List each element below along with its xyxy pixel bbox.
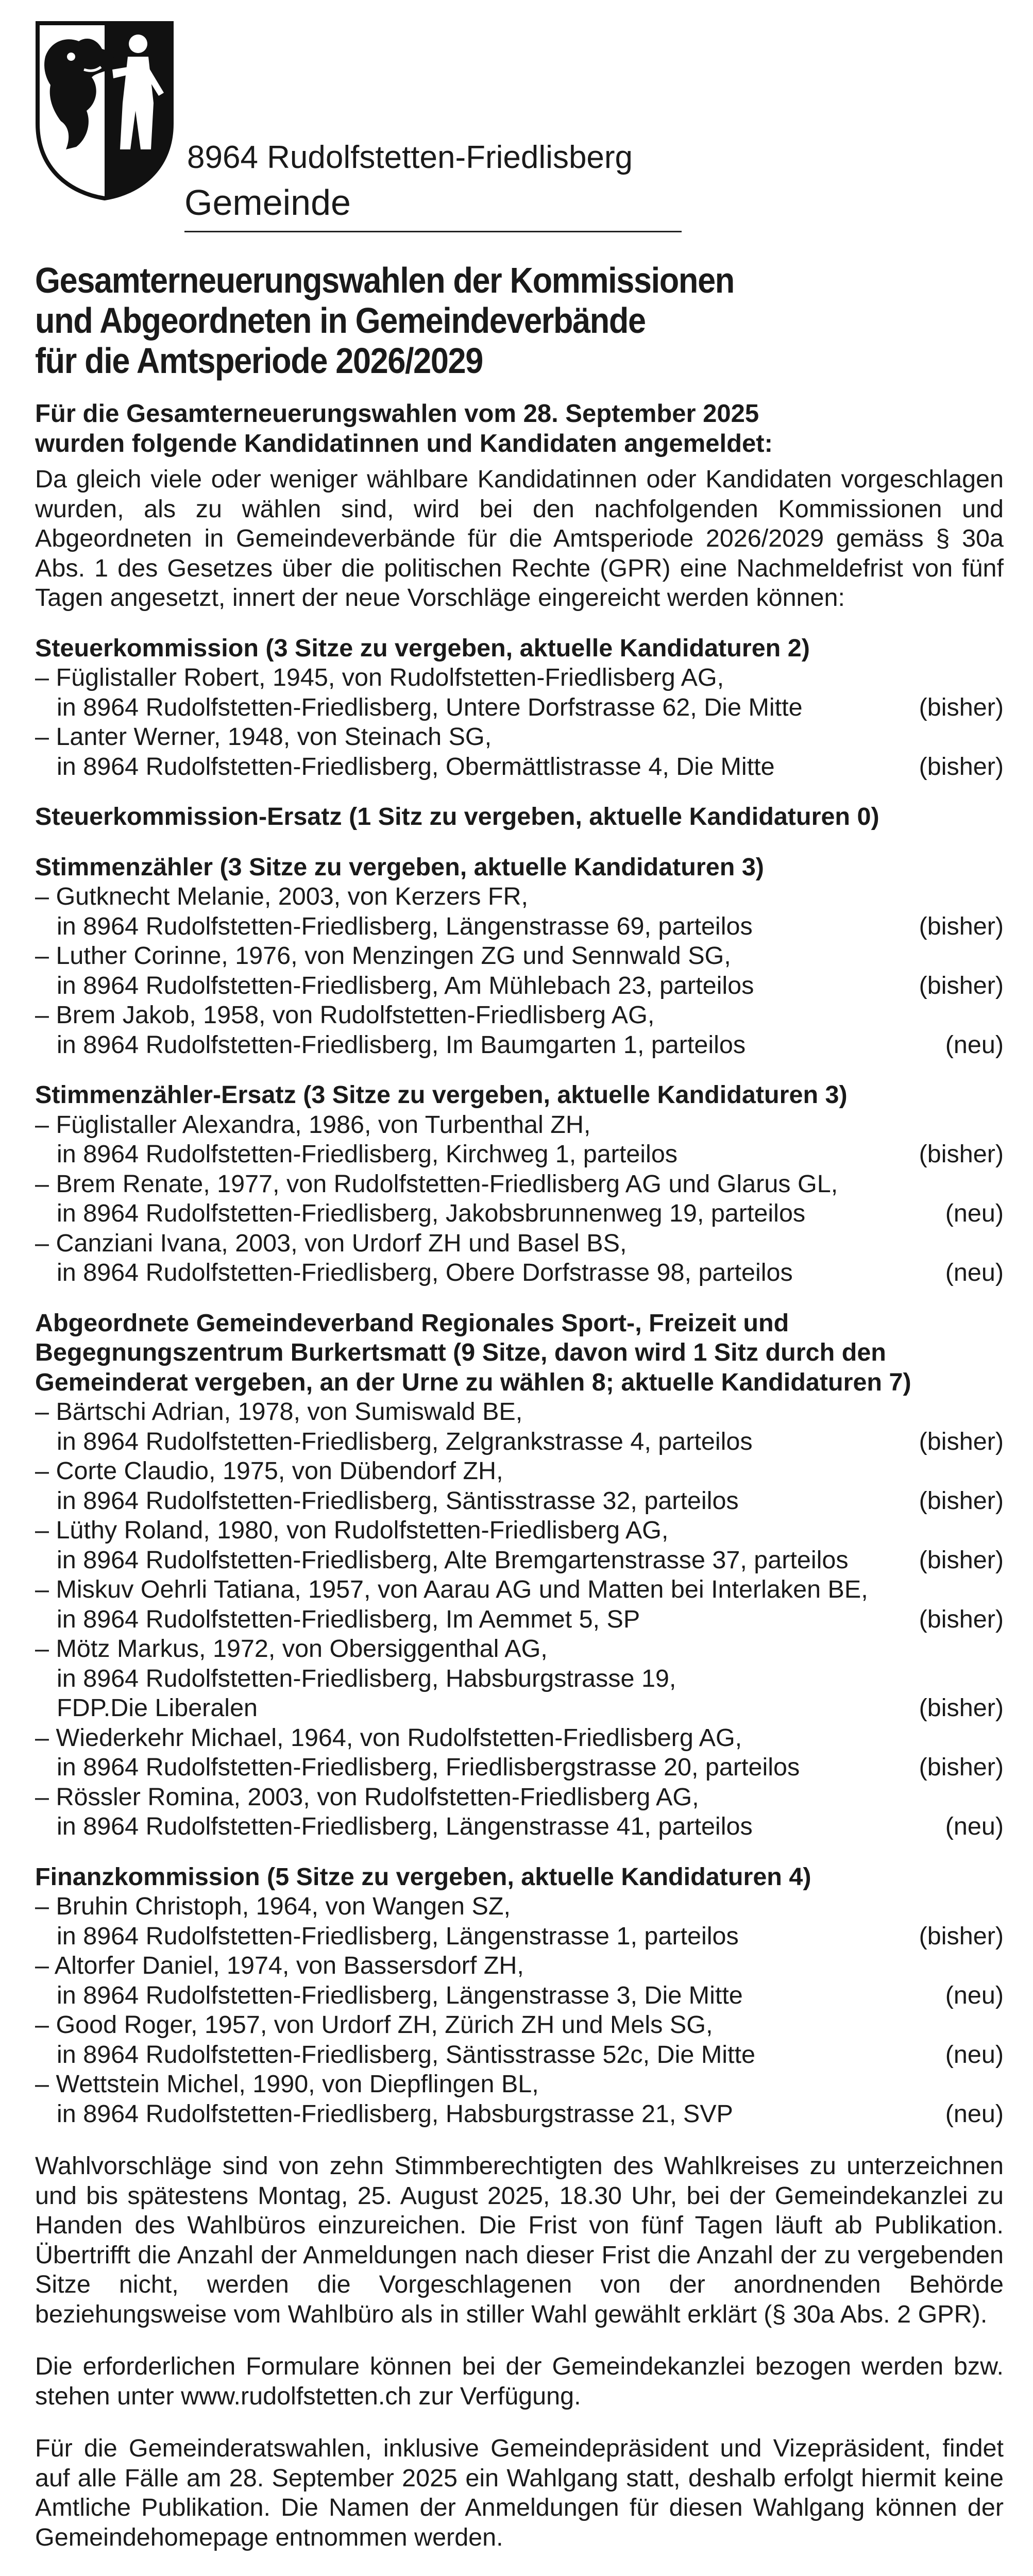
- candidate-name: – Canziani Ivana, 2003, von Urdorf ZH und Basel BS,: [35, 1229, 627, 1257]
- title-line: und Abgeordneten in Gemeindeverbände: [35, 300, 646, 341]
- candidate-status: (neu): [945, 1030, 1004, 1059]
- candidate-name: – Wettstein Michel, 1990, von Diepflingen BL,: [35, 2070, 539, 2098]
- candidate-status: (neu): [945, 1812, 1004, 1840]
- candidate-address: in 8964 Rudolfstetten-Friedlisberg, Jakobsbrunnenweg 19, parteilos: [57, 1199, 806, 1227]
- candidate-address: in 8964 Rudolfstetten-Friedlisberg, Längenstrasse 69, parteilos: [57, 912, 753, 940]
- header-divider: [184, 231, 682, 232]
- section-stimmenzaehler-ersatz: [35, 1080, 1004, 1288]
- candidate-entry: [35, 882, 1004, 941]
- section-finanzkommission: [35, 1862, 1004, 2129]
- candidate-name: – Wiederkehr Michael, 1964, von Rudolfstetten-Friedlisberg AG,: [35, 1723, 742, 1752]
- candidate-entry: [35, 1516, 1004, 1575]
- intro-heading: [35, 399, 1004, 459]
- candidate-status: (bisher): [919, 971, 1004, 999]
- candidate-status: (bisher): [919, 912, 1004, 940]
- candidate-address: in 8964 Rudolfstetten-Friedlisberg, Kirchweg 1, parteilos: [57, 1140, 678, 1168]
- candidate-entry: [35, 1397, 1004, 1456]
- municipality-name: 8964 Rudolfstetten-Friedlisberg: [187, 140, 633, 175]
- section-abgeordnete-burkertsmatt: [35, 1309, 1004, 1842]
- candidate-status: (bisher): [919, 752, 1004, 781]
- section-title: Finanzkommission (5 Sitze zu vergeben, aktuelle Kandidaturen 4): [35, 1862, 811, 1891]
- candidate-entry: [35, 1892, 1004, 1951]
- candidate-entry: [35, 941, 1004, 1001]
- candidate-address: in 8964 Rudolfstetten-Friedlisberg, Säntisstrasse 32, parteilos: [57, 1486, 739, 1515]
- candidate-status: (bisher): [919, 1140, 1004, 1168]
- candidate-name: – Füglistaller Robert, 1945, von Rudolfstetten-Friedlisberg AG,: [35, 664, 724, 691]
- candidate-address: in 8964 Rudolfstetten-Friedlisberg, Am Mühlebach 23, parteilos: [57, 971, 754, 999]
- candidate-entry: [35, 722, 1004, 782]
- candidate-name: – Brem Jakob, 1958, von Rudolfstetten-Friedlisberg AG,: [35, 1001, 655, 1029]
- candidate-name: – Altorfer Daniel, 1974, von Bassersdorf ZH,: [35, 1952, 524, 1979]
- intro-heading-line: wurden folgende Kandidatinnen und Kandidaten angemeldet:: [35, 430, 773, 457]
- candidate-name: – Brem Renate, 1977, von Rudolfstetten-Friedlisberg AG und Glarus GL,: [35, 1170, 838, 1198]
- candidate-status: (bisher): [919, 1427, 1004, 1455]
- candidate-entry: [35, 1170, 1004, 1229]
- candidate-entry: [35, 1456, 1004, 1516]
- candidate-name: – Corte Claudio, 1975, von Dübendorf ZH,: [35, 1457, 503, 1485]
- candidate-party: FDP.Die Liberalen: [57, 1694, 258, 1722]
- candidate-status: (bisher): [919, 1753, 1004, 1781]
- candidate-address: in 8964 Rudolfstetten-Friedlisberg, Alte Bremgartenstrasse 37, parteilos: [57, 1546, 849, 1574]
- section-title: Stimmenzähler-Ersatz (3 Sitze zu vergeben, aktuelle Kandidaturen 3): [35, 1081, 848, 1109]
- candidate-address: in 8964 Rudolfstetten-Friedlisberg, Obermättlistrasse 4, Die Mitte: [57, 752, 775, 781]
- candidate-name: – Füglistaller Alexandra, 1986, von Turbenthal ZH,: [35, 1110, 591, 1139]
- candidate-name: – Miskuv Oehrli Tatiana, 1957, von Aarau AG und Matten bei Interlaken BE,: [35, 1575, 868, 1603]
- intro-paragraph: Da gleich viele oder weniger wählbare Kandidatinnen oder Kandidaten vorgeschlagen wurden, als zu wählen sind, wird bei den nachfolgenden Kommissionen und Abgeordneten in Gemeindeverbände für die Amtsperiode 2026/2029 gemäss § 30a Abs. 1 des Gesetzes über die politischen Rechte (GPR) eine Nachmeldefrist von fünf Tagen angesetzt, innert der neue Vorschläge eingereicht werden können:: [35, 465, 1004, 612]
- intro-heading-line: Für die Gesamterneuerungswahlen vom 28. September 2025: [35, 400, 759, 428]
- forms-paragraph: Die erforderlichen Formulare können bei der Gemeindekanzlei bezogen werden bzw. stehen unter www.rudolfstetten.ch zur Verfügung.: [35, 2352, 1004, 2410]
- section-title: Steuerkommission (3 Sitze zu vergeben, aktuelle Kandidaturen 2): [35, 634, 810, 662]
- candidate-address: in 8964 Rudolfstetten-Friedlisberg, Habsburgstrasse 19,: [57, 1664, 676, 1692]
- candidate-entry: [35, 1783, 1004, 1842]
- page-title: [35, 260, 986, 381]
- candidate-status: (neu): [945, 2040, 1004, 2069]
- candidate-name: – Bruhin Christoph, 1964, von Wangen SZ,: [35, 1892, 511, 1920]
- candidate-address: in 8964 Rudolfstetten-Friedlisberg, Obere Dorfstrasse 98, parteilos: [57, 1259, 793, 1286]
- candidate-name: – Rössler Romina, 2003, von Rudolfstetten-Friedlisberg AG,: [35, 1783, 699, 1811]
- candidate-name: – Gutknecht Melanie, 2003, von Kerzers FR,: [35, 883, 528, 910]
- section-steuerkommission: [35, 634, 1004, 782]
- candidate-entry: [35, 2070, 1004, 2129]
- candidate-status: (bisher): [919, 693, 1004, 721]
- candidate-address: in 8964 Rudolfstetten-Friedlisberg, Längenstrasse 41, parteilos: [57, 1812, 753, 1840]
- candidate-entry: [35, 1723, 1004, 1783]
- gemeinde-label: Gemeinde: [184, 182, 351, 223]
- candidate-address: in 8964 Rudolfstetten-Friedlisberg, Habsburgstrasse 21, SVP: [57, 2099, 733, 2128]
- candidate-status: (neu): [945, 2099, 1004, 2128]
- candidate-address: in 8964 Rudolfstetten-Friedlisberg, Längenstrasse 1, parteilos: [57, 1922, 739, 1950]
- candidate-status: (bisher): [919, 1922, 1004, 1950]
- candidate-address: in 8964 Rudolfstetten-Friedlisberg, Untere Dorfstrasse 62, Die Mitte: [57, 693, 803, 721]
- title-line: für die Amtsperiode 2026/2029: [35, 341, 483, 381]
- candidate-entry: [35, 1229, 1004, 1288]
- closing-paragraph: Wahlvorschläge sind von zehn Stimmberechtigten des Wahlkreises zu unterzeichnen und bis spätestens Montag, 25. August 2025, 18.30 Uhr, bei der Gemeindekanzlei zu Handen des Wahlbüros einzureichen. Die Frist von fünf Tagen läuft ab Publikation. Übertrifft die Anzahl der Anmeldungen nach dieser Frist die Anzahl der zu vergebenden Sitze nicht, werden die Vorgeschlagenen von der anordnenden Behörde beziehungsweise vom Wahlbüro als in stiller Wahl gewählt erklärt (§ 30a Abs. 2 GPR).: [35, 2152, 1004, 2328]
- section-steuerkommission-ersatz: [35, 802, 1004, 832]
- candidate-address: in 8964 Rudolfstetten-Friedlisberg, Zelgrankstrasse 4, parteilos: [57, 1427, 753, 1455]
- candidate-address: in 8964 Rudolfstetten-Friedlisberg, Im Aemmet 5, SP: [57, 1605, 640, 1633]
- candidate-entry: [35, 1951, 1004, 2010]
- candidate-entry: [35, 663, 1004, 722]
- candidate-address: in 8964 Rudolfstetten-Friedlisberg, Längenstrasse 3, Die Mitte: [57, 1981, 743, 2009]
- gemeinderat-paragraph: Für die Gemeinderatswahlen, inklusive Gemeindepräsident und Vizepräsident, findet auf alle Fälle am 28. September 2025 ein Wahlgang statt, deshalb erfolgt hiermit keine Amtliche Publikation. Die Namen der Anmeldungen für diesen Wahlgang können der Gemeindehomepage entnommen werden.: [35, 2434, 1004, 2551]
- candidate-entry: [35, 2010, 1004, 2070]
- candidate-status: (neu): [945, 1199, 1004, 1227]
- candidate-entry: [35, 1575, 1004, 1634]
- candidate-entry: [35, 1110, 1004, 1170]
- candidate-entry: [35, 1634, 1004, 1723]
- coat-of-arms-logo: [35, 21, 174, 201]
- candidate-address: in 8964 Rudolfstetten-Friedlisberg, Säntisstrasse 52c, Die Mitte: [57, 2040, 755, 2069]
- candidate-entry: [35, 1001, 1004, 1060]
- candidate-name: – Good Roger, 1957, von Urdorf ZH, Zürich ZH und Mels SG,: [35, 2011, 713, 2039]
- candidate-status: (bisher): [919, 1486, 1004, 1515]
- candidate-name: – Bärtschi Adrian, 1978, von Sumiswald BE,: [35, 1398, 523, 1426]
- section-title: Abgeordnete Gemeindeverband Regionales Sport-, Freizeit und Begegnungszentrum Burkertsmatt (9 Sitze, davon wird 1 Sitz durch den Gemeinderat vergeben, an der Urne zu wählen 8; aktuelle Kandidaturen 7): [35, 1309, 911, 1396]
- candidate-address: in 8964 Rudolfstetten-Friedlisberg, Im Baumgarten 1, parteilos: [57, 1030, 746, 1059]
- candidate-status: (bisher): [919, 1694, 1004, 1722]
- section-stimmenzaehler: [35, 853, 1004, 1060]
- candidate-status: (neu): [945, 1259, 1004, 1286]
- section-title: Steuerkommission-Ersatz (1 Sitz zu vergeben, aktuelle Kandidaturen 0): [35, 803, 879, 831]
- candidate-status: (bisher): [919, 1605, 1004, 1633]
- candidate-status: (bisher): [919, 1546, 1004, 1574]
- candidate-name: – Mötz Markus, 1972, von Obersiggenthal AG,: [35, 1635, 548, 1663]
- candidate-name: – Luther Corinne, 1976, von Menzingen ZG und Sennwald SG,: [35, 942, 731, 970]
- header: [35, 21, 1004, 232]
- notice-page: [35, 21, 1004, 2576]
- title-line: Gesamterneuerungswahlen der Kommissionen: [35, 260, 734, 300]
- section-title: Stimmenzähler (3 Sitze zu vergeben, aktuelle Kandidaturen 3): [35, 853, 764, 881]
- candidate-status: (neu): [945, 1981, 1004, 2009]
- candidate-name: – Lanter Werner, 1948, von Steinach SG,: [35, 723, 492, 751]
- candidate-address: in 8964 Rudolfstetten-Friedlisberg, Friedlisbergstrasse 20, parteilos: [57, 1753, 800, 1781]
- candidate-name: – Lüthy Roland, 1980, von Rudolfstetten-Friedlisberg AG,: [35, 1516, 669, 1544]
